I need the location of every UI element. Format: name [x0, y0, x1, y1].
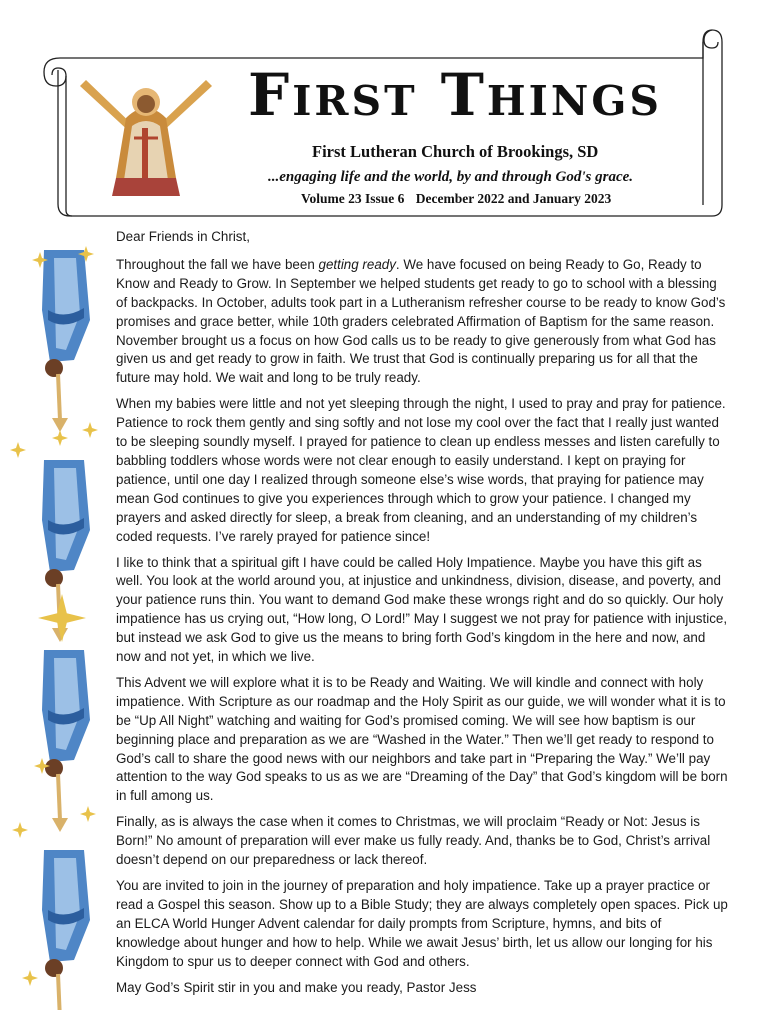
letter-paragraph-2: When my babies were little and not yet sleeping through the night, I used to pray and pray for patience. Patience to rock them gently and sing softly and not lose my cool over the fact that I really just wanted to be sleeping soundly myself. I prayed for patience to clean up endless messes and listen carefully to babbling toddlers whose words were not clear enough to easily understand. I kept on praying for patience, until one day I realized through someone else’s wise words, that praying for patience may mean God continues to give you experiences through which to grow your patience. I changed my prayers and asked directly for sleep, a break from cleaning, and an understanding of my children’s coded requests. I’ve rarely prayed for patience since!: [116, 396, 726, 544]
angel-border: [0, 210, 110, 1010]
tagline: ...engaging life and the world, by and through God's grace.: [268, 169, 634, 185]
angel-1: [42, 250, 90, 432]
issue-line: [301, 191, 619, 207]
emphasis-getting-ready: getting ready: [318, 256, 396, 272]
issue-dates: December 2022 and January 2023: [415, 191, 612, 206]
signoff: May God’s Spirit stir in you and make you ready, Pastor Jess: [116, 979, 477, 995]
church-name: First Lutheran Church of Brookings, SD: [312, 142, 599, 161]
christ-icon: [76, 68, 216, 198]
letter-paragraph-3: I like to think that a spiritual gift I have could be called Holy Impatience. Maybe you have this gift as well. You look at the world around you, at injustice and unkindness, division, disease, and poverty, and your patience runs thin. You want to demand God make these wrongs right and do so quickly. Our holy impatience has us crying out, “How long, O Lord!” May I suggest we not pray for patience with injustice, but instead we ask God to give us the means to bring forth God’s kingdom in the here and now, and now and not yet, in which we live.: [116, 554, 728, 665]
letter-paragraph-4: This Advent we will explore what it is to be Ready and Waiting. We will kindle and connect with holy impatience. With Scripture as our roadmap and the Holy Spirit as our guide, we will wonder what it is to be “Up All Night” watching and waiting for God’s promised coming. We will see how baptism is our beginning place and preparation as we are “Washed in the Water.” Then we’ll get ready to respond to God’s call to share the good news with our neighbors and take part in “Preparing the Way.” We’ll pay attention to the way God speaks to us as we are “Dreaming of the Day” that God’s kingdom will be born in full among us.: [116, 674, 728, 804]
letter-paragraph-6: You are invited to join in the journey of preparation and holy impatience. Take up a prayer practice or read a Gospel this season. Show up to a Bible Study; they are always completely open spaces. Pick up an ELCA World Hunger Advent calendar for daily prompts from Scripture, hymns, and bits of knowledge about hunger and how to help. While we await Jesus’ birth, let us allow our longing for his Kingdom to spur us to deeper connect with God and others.: [116, 878, 728, 969]
volume-label: Volume 23 Issue 6: [301, 191, 405, 206]
greeting: Dear Friends in Christ,: [116, 229, 250, 244]
angel-4: [42, 850, 90, 1010]
letter-paragraph-5: Finally, as is always the case when it comes to Christmas, we will proclaim “Ready or Not: Jesus is Born!” No amount of preparation will ever make us fully ready. And, thanks be to God, Christ’s arrival doesn’t depend on our preparedness or lack thereof.: [116, 814, 711, 868]
pastor-letter: [116, 228, 728, 1004]
large-star-icon: [38, 594, 86, 642]
angel-3: [42, 650, 90, 832]
masthead-title: First Things: [248, 61, 662, 129]
letter-paragraph-1: Throughout the fall we have been getting ready. We have focused on being Ready to Go, Ready to Know and Ready to Grow. In September we helped students get ready to go to school with a blessing of backpacks. In October, adults took part in a Lutheranism refresher course to be ready to know God’s promises and grace better, while 10th graders celebrated Affirmation of Baptism for the same reason. November brought us a focus on how God calls us to be ready to give generously from what God has given us and get ready to grow in faith. We trust that God is continually preparing us for all that the future may hold. We wait and long to be truly ready.: [116, 256, 726, 386]
